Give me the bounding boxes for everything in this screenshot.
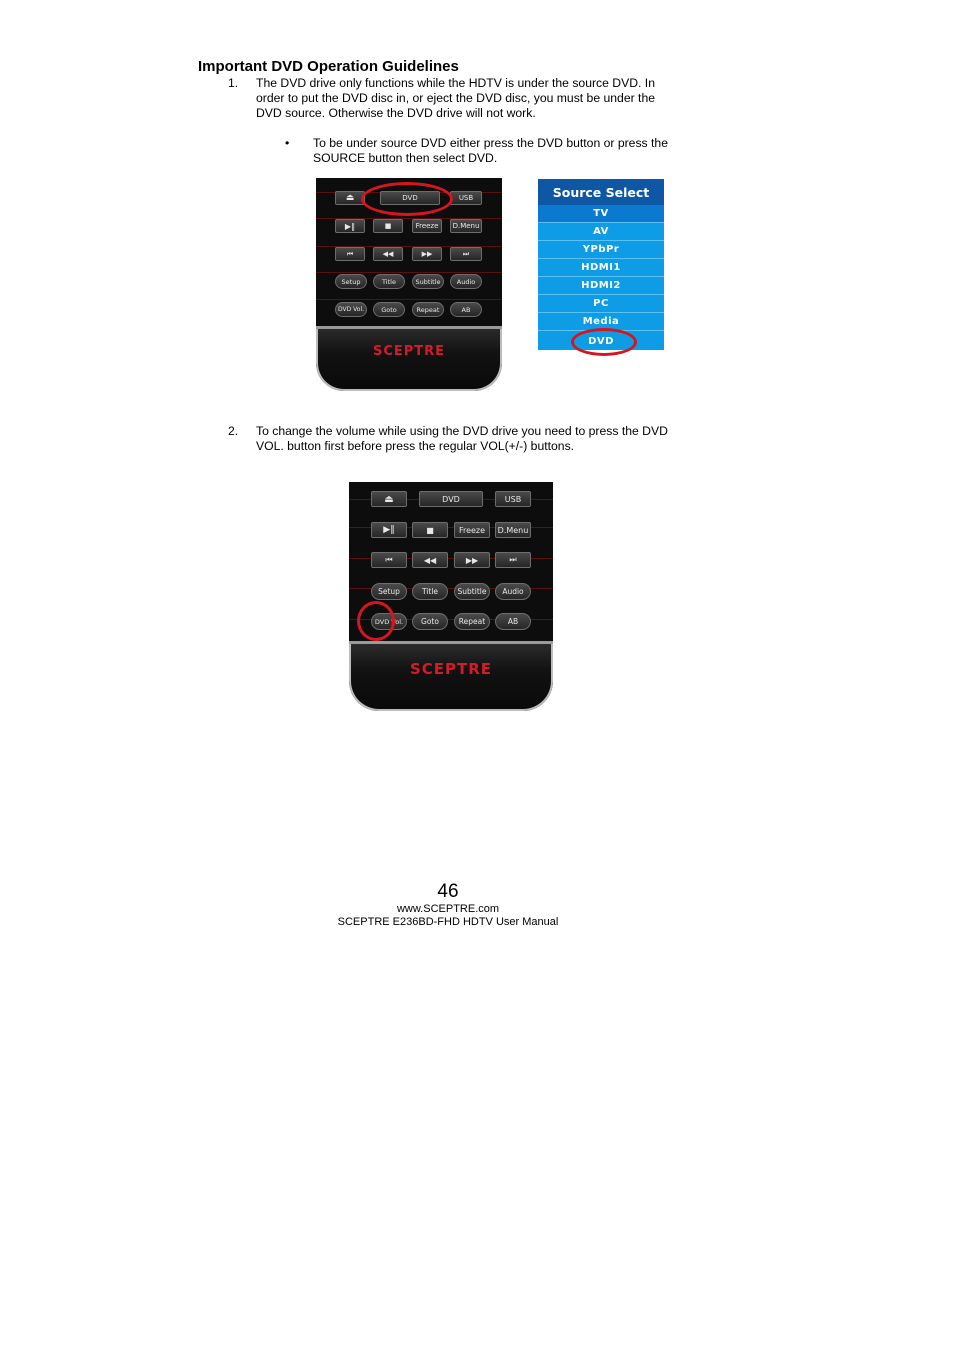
source-item-av[interactable]: AV [538, 223, 664, 241]
dvd-vol-button-2[interactable]: DVD Vol. [371, 613, 407, 630]
stop-icon: ■ [426, 525, 434, 535]
goto-button[interactable]: Goto [373, 302, 405, 317]
eject-icon: ⏏ [345, 193, 355, 203]
forward-button[interactable] [412, 247, 442, 261]
step-1-line-2: order to put the DVD disc in, or eject the DVD disc, you must be under the [256, 91, 655, 105]
ab-button[interactable]: AB [450, 302, 482, 317]
remote-image-2 [349, 482, 553, 711]
play-pause-icon: ▶‖ [344, 221, 356, 231]
dvd-button-2[interactable]: DVD [419, 491, 483, 507]
setup-button-2[interactable]: Setup [371, 583, 407, 600]
play-pause-icon: ▶‖ [383, 525, 395, 535]
bullet-line-2: SOURCE button then select DVD. [313, 151, 498, 165]
rewind-icon: ◀◀ [423, 555, 437, 565]
source-item-dvd[interactable]: DVD [588, 335, 614, 347]
audio-button[interactable]: Audio [450, 274, 482, 289]
subtitle-button[interactable]: Subtitle [412, 274, 444, 289]
bullet-line-1: To be under source DVD either press the DVD button or press the [313, 136, 668, 150]
eject-button-2[interactable] [371, 491, 407, 507]
step-2-line-1: To change the volume while using the DVD drive you need to press the DVD [256, 424, 668, 438]
freeze-button-2[interactable]: Freeze [454, 522, 490, 538]
dvd-vol-button[interactable]: DVD Vol. [335, 302, 367, 317]
dmenu-button-2[interactable]: D.Menu [495, 522, 531, 538]
title-button-2[interactable]: Title [412, 583, 448, 600]
footer-website: www.SCEPTRE.com [396, 903, 500, 915]
dvd-button[interactable]: DVD [380, 191, 440, 205]
sceptre-logo: SCEPTRE [372, 344, 446, 359]
prev-button[interactable] [335, 247, 365, 261]
source-select-title: Source Select [538, 179, 664, 205]
bullet-symbol: • [285, 136, 290, 150]
remote-image-1 [316, 178, 502, 391]
play-pause-button-2[interactable] [371, 522, 407, 538]
source-item-hdmi2[interactable]: HDMI2 [538, 277, 664, 295]
next-button[interactable] [450, 247, 482, 261]
step-1-line-3: DVD source. Otherwise the DVD drive will not work. [256, 106, 536, 120]
sceptre-logo-2: SCEPTRE [409, 660, 493, 678]
skip-previous-icon: ⏮ [346, 249, 354, 258]
source-select-menu [538, 179, 664, 350]
source-item-tv[interactable]: TV [538, 205, 664, 223]
prev-button-2[interactable] [371, 552, 407, 568]
freeze-button[interactable]: Freeze [412, 219, 442, 233]
usb-button[interactable]: USB [450, 191, 482, 205]
subtitle-button-2[interactable]: Subtitle [454, 583, 490, 600]
goto-button-2[interactable]: Goto [412, 613, 448, 630]
rewind-button[interactable] [373, 247, 403, 261]
fast-forward-icon: ▶▶ [465, 555, 479, 565]
source-item-media[interactable]: Media [538, 313, 664, 331]
stop-icon: ■ [384, 222, 392, 230]
highlight-ring-dvd-vol [357, 601, 395, 641]
rewind-icon: ◀◀ [382, 250, 394, 258]
repeat-button-2[interactable]: Repeat [454, 613, 490, 630]
highlight-ring-dvd [361, 182, 453, 216]
play-pause-button[interactable] [335, 219, 365, 233]
highlight-ring-menu-dvd [571, 328, 637, 356]
stop-button-2[interactable] [412, 522, 448, 538]
step-1-line-1: The DVD drive only functions while the HDTV is under the source DVD. In [256, 76, 655, 90]
source-item-pc[interactable]: PC [538, 295, 664, 313]
skip-next-icon: ⏭ [462, 249, 470, 258]
step-2-line-2: VOL. button first before press the regular VOL(+/-) buttons. [256, 439, 575, 453]
next-button-2[interactable] [495, 552, 531, 568]
repeat-button[interactable]: Repeat [412, 302, 444, 317]
forward-button-2[interactable] [454, 552, 490, 568]
title-button[interactable]: Title [373, 274, 405, 289]
step-1-number: 1. [228, 76, 239, 90]
eject-icon: ⏏ [384, 493, 394, 505]
footer-manual-title: SCEPTRE E236BD-FHD HDTV User Manual [337, 916, 559, 928]
ab-button-2[interactable]: AB [495, 613, 531, 630]
source-item-hdmi1[interactable]: HDMI1 [538, 259, 664, 277]
page-number: 46 [437, 881, 459, 902]
fast-forward-icon: ▶▶ [421, 250, 433, 258]
rewind-button-2[interactable] [412, 552, 448, 568]
setup-button[interactable]: Setup [335, 274, 367, 289]
page-heading: Important DVD Operation Guidelines [198, 58, 459, 75]
step-2-number: 2. [228, 424, 239, 438]
dmenu-button[interactable]: D.Menu [450, 219, 482, 233]
stop-button[interactable] [373, 219, 403, 233]
skip-previous-icon: ⏮ [385, 555, 393, 564]
audio-button-2[interactable]: Audio [495, 583, 531, 600]
source-item-ypbpr[interactable]: YPbPr [538, 241, 664, 259]
skip-next-icon: ⏭ [509, 555, 517, 564]
usb-button-2[interactable]: USB [495, 491, 531, 507]
